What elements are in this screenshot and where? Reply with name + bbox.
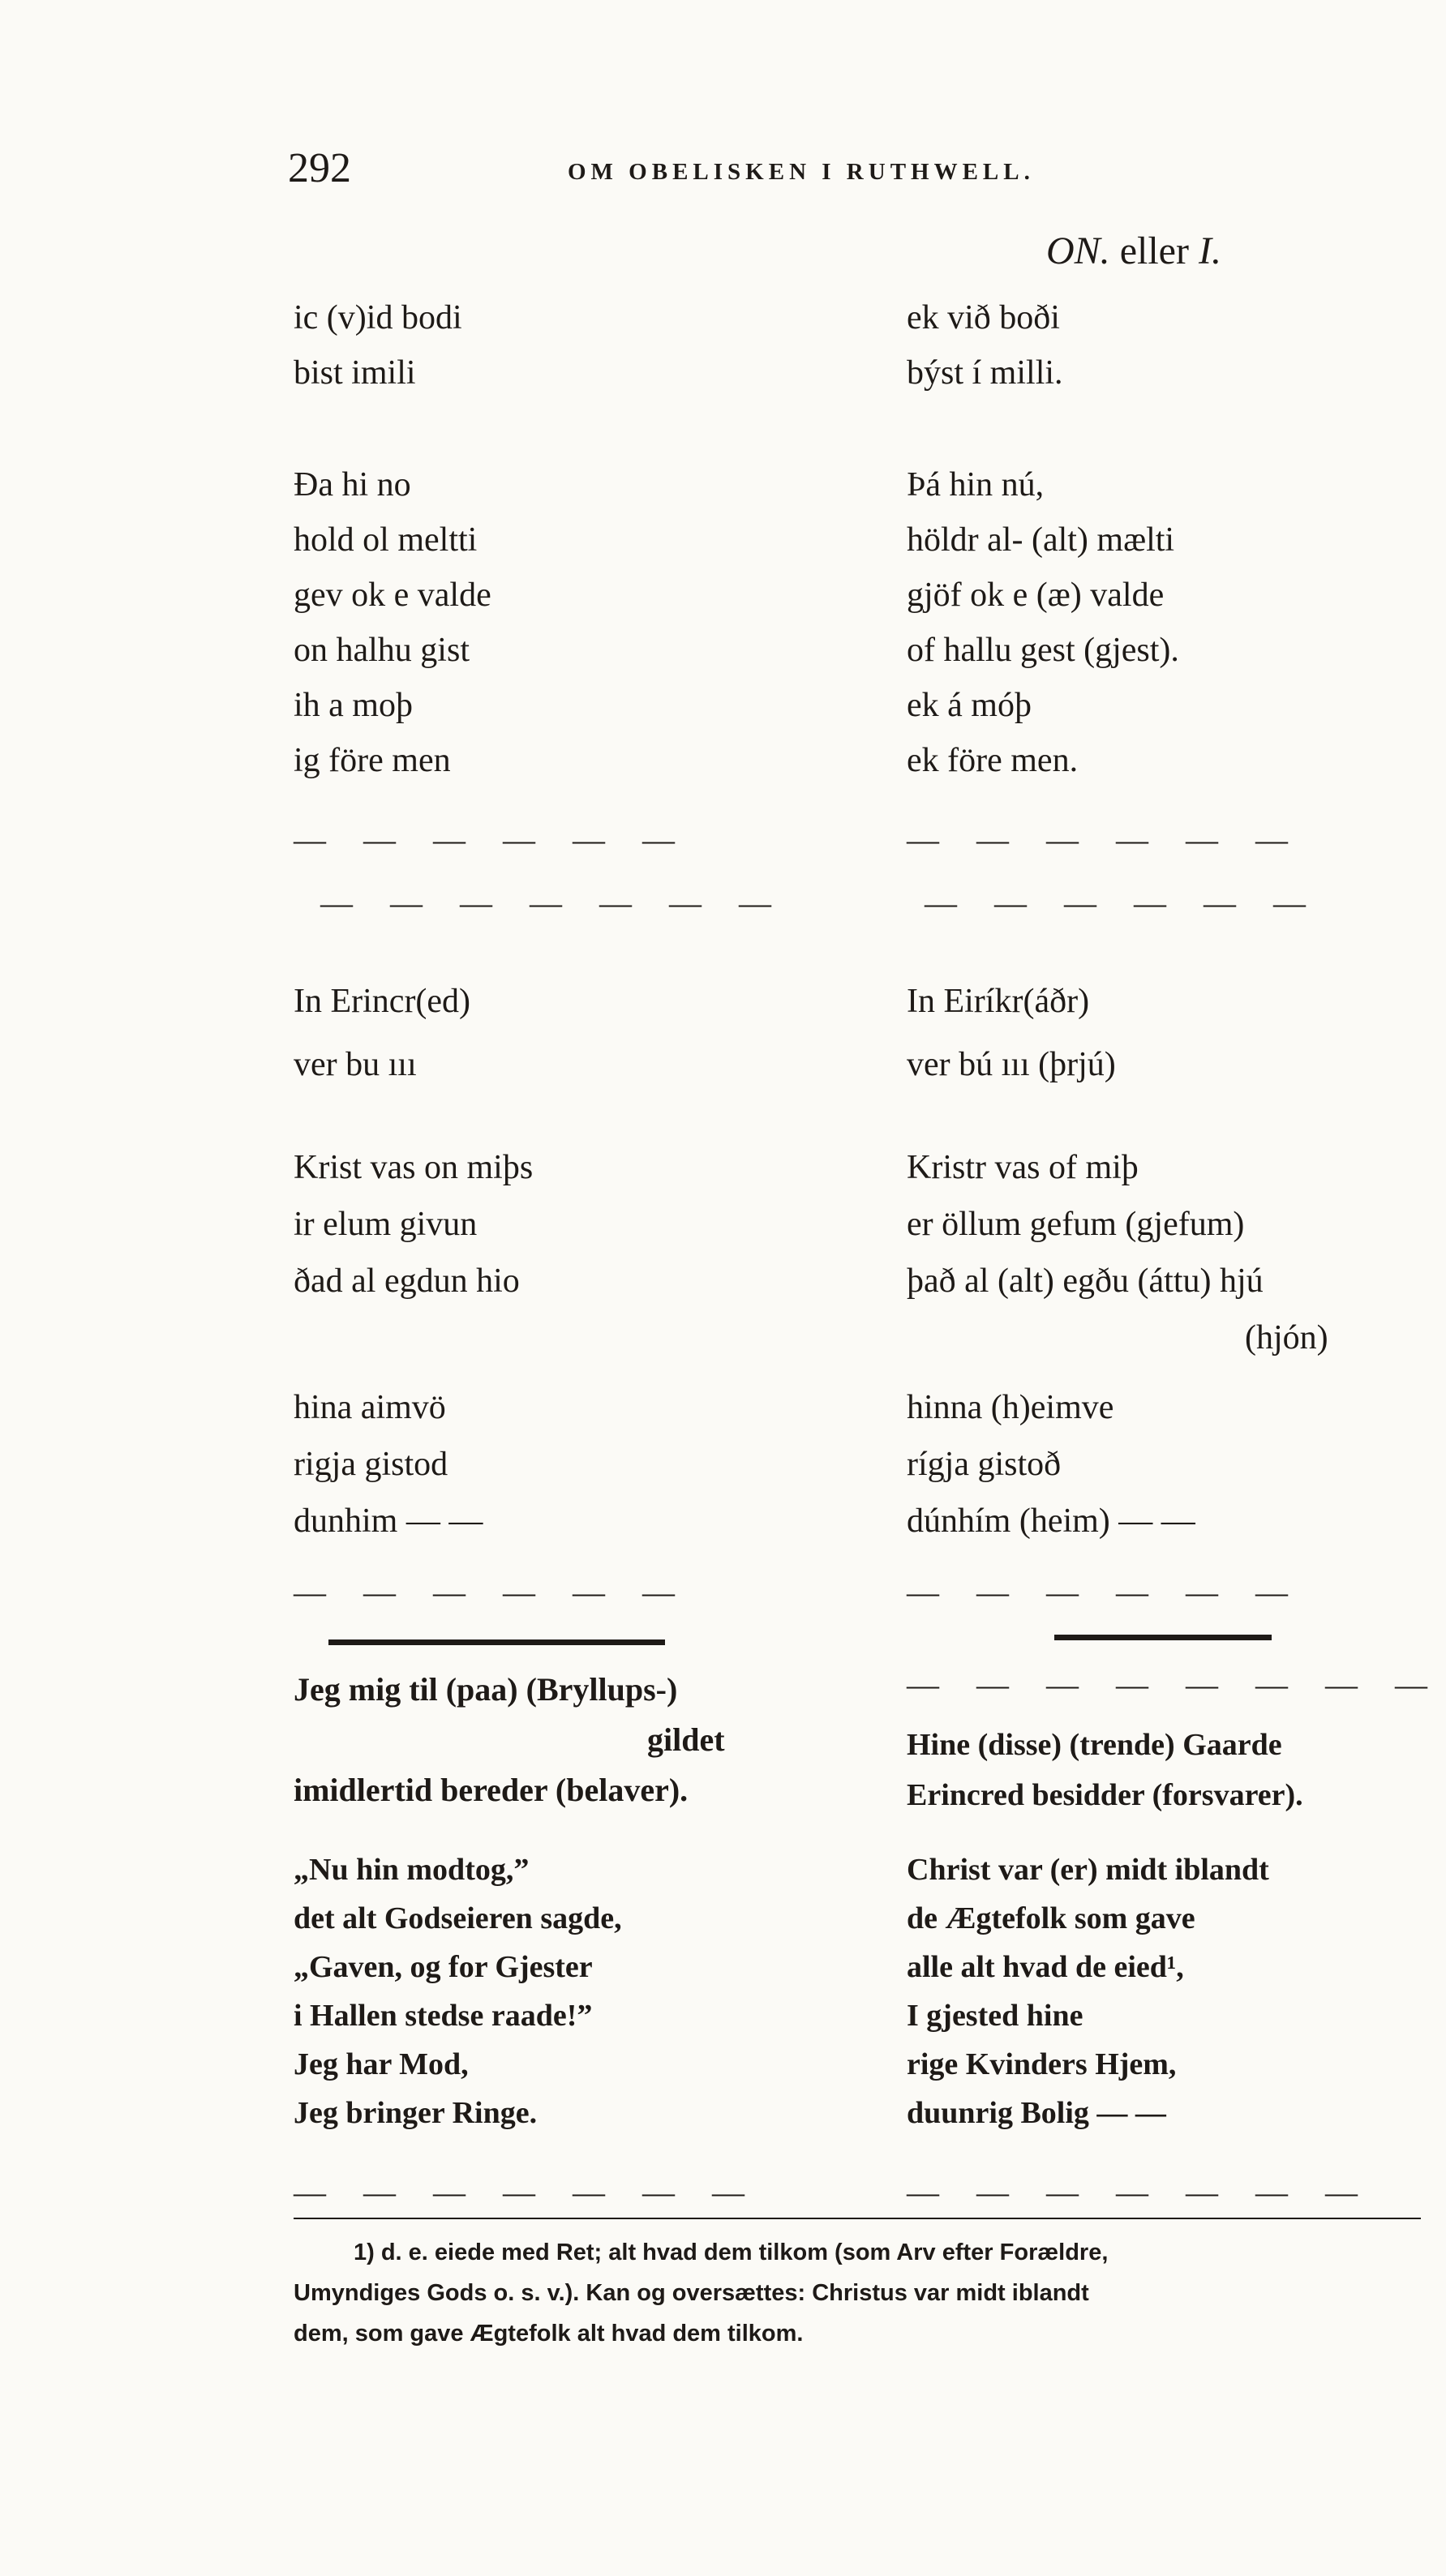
s2-right-3: gjöf ok e (æ) valde [907,576,1165,614]
tr-left-heading-2: gildet [647,1721,725,1758]
separator-dashes: — — — — — — [294,821,689,858]
s1-left-2: bist imili [294,354,416,392]
s5-right-3: dúnhím (heim) — — [907,1502,1195,1540]
tr-left-heading-1: Jeg mig til (paa) (Bryllups-) [294,1671,678,1708]
separator-dashes: — — — — — — [907,821,1302,858]
separator-dashes: — — — — — — [294,1574,689,1610]
s4-left-3: ðad al egdun hio [294,1262,520,1300]
s5-left-2: rigja gistod [294,1446,448,1483]
s4-left-2: ir elum givun [294,1206,478,1243]
s2-left-2: hold ol meltti [294,521,478,559]
running-title: OM OBELISKEN I RUTHWELL. [568,159,1035,185]
s4-left-1: Krist vas on miþs [294,1149,534,1186]
tr-left-heading-3: imidlertid bereder (belaver). [294,1772,689,1808]
right-column-title [1046,229,1221,273]
separator-dashes: — — — — — — — [294,2174,759,2210]
title-on: ON. [1046,229,1110,272]
separator-dashes: — — — — — — — — [907,1666,1442,1703]
separator-dashes: — — — — — — [907,1574,1302,1610]
footnote-line-3: dem, som gave Ægtefolk alt hvad dem tilkom. [294,2321,804,2347]
s2-left-5: ih a moþ [294,687,413,724]
s3-right-2: ver bú ııı (þrjú) [907,1046,1116,1083]
s5-right-1: hinna (h)eimve [907,1389,1114,1426]
s1-right-1: ek við boði [907,299,1060,336]
s2-left-4: on halhu gist [294,632,470,669]
tr-right-2: de Ægtefolk som gave [907,1901,1195,1935]
tr-right-5: rige Kvinders Hjem, [907,2047,1177,2081]
tr-left-3: „Gaven, og for Gjester [294,1950,593,1984]
title-eller: eller [1119,229,1189,272]
separator-dashes: — — — — — — — [320,885,786,921]
footnote-line-2: Umyndiges Gods o. s. v.). Kan og oversættes: Christus var midt iblandt [294,2280,1089,2306]
separator-dashes: — — — — — — — [907,2174,1372,2210]
footnote-rule [294,2218,1421,2219]
tr-right-heading-2: Erincred besidder (forsvarer). [907,1778,1303,1812]
s3-right-1: In Eiríkr(áðr) [907,983,1090,1020]
tr-right-heading-1: Hine (disse) (trende) Gaarde [907,1728,1282,1762]
tr-left-1: „Nu hin modtog,” [294,1853,530,1887]
s3-left-1: In Erincr(ed) [294,983,471,1020]
s2-right-1: Þá hin nú, [907,466,1045,504]
tr-left-2: det alt Godseieren sagde, [294,1901,622,1935]
tr-left-4: i Hallen stedse raade!” [294,1999,593,2033]
tr-right-6: duunrig Bolig — — [907,2096,1166,2130]
page-number: 292 [288,145,351,191]
s2-right-5: ek á móþ [907,687,1032,724]
s4-right-3: það al (alt) egðu (áttu) hjú [907,1262,1264,1300]
title-i: I. [1198,229,1221,272]
s5-left-3: dunhim — — [294,1502,483,1540]
s2-right-2: höldr al- (alt) mælti [907,521,1175,559]
tr-left-5: Jeg har Mod, [294,2047,469,2081]
s4-right-2: er öllum gefum (gjefum) [907,1206,1245,1243]
s4-right-1: Kristr vas of miþ [907,1149,1139,1186]
s1-right-2: býst í milli. [907,354,1063,392]
s2-right-6: ek före men. [907,742,1079,779]
s2-left-3: gev ok e valde [294,576,491,614]
s4-right-4: (hjón) [1245,1319,1328,1357]
s2-right-4: of hallu gest (gjest). [907,632,1179,669]
s5-right-2: rígja gistoð [907,1446,1062,1483]
s2-left-1: Ða hi no [294,466,411,504]
tr-right-3: alle alt hvad de eied¹, [907,1950,1184,1984]
s3-left-2: ver bu ııı [294,1046,417,1083]
s5-left-1: hina aimvö [294,1389,446,1426]
s1-left-1: ic (v)id bodi [294,299,462,336]
footnote-line-1: 1) d. e. eiede med Ret; alt hvad dem tilkom (som Arv efter Forældre, [354,2240,1109,2265]
separator-dashes: — — — — — — [925,885,1320,921]
section-divider [1054,1635,1272,1640]
tr-right-4: I gjested hine [907,1999,1083,2033]
tr-left-6: Jeg bringer Ringe. [294,2096,538,2130]
section-divider [328,1639,665,1645]
tr-right-1: Christ var (er) midt iblandt [907,1853,1269,1887]
s2-left-6: ig före men [294,742,451,779]
